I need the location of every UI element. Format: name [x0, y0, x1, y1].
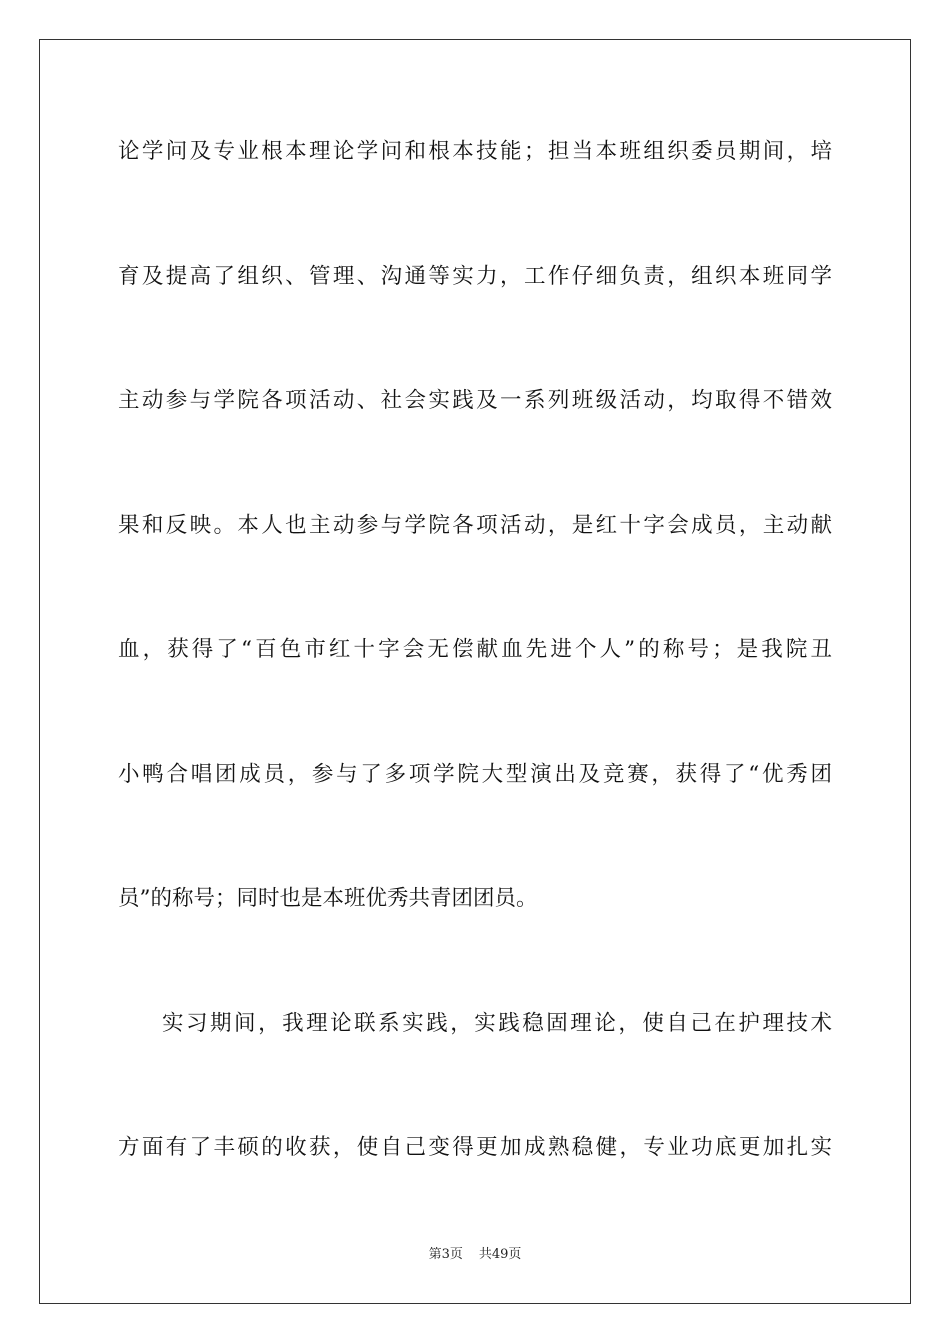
page-total: 共49页 — [478, 1247, 522, 1262]
text-line: 方面有了丰硕的收获，使自己变得更加成熟稳健，专业功底更加扎实 — [118, 1135, 832, 1160]
text-line: 主动参与学院各项活动、社会实践及一系列班级活动，均取得不错效 — [118, 388, 832, 413]
text-line: 育及提高了组织、管理、沟通等实力，工作仔细负责，组织本班同学 — [118, 264, 832, 289]
text-line: 果和反映。本人也主动参与学院各项活动，是红十字会成员，主动献 — [118, 513, 832, 538]
page-border — [39, 39, 911, 1304]
text-line: 员”的称号；同时也是本班优秀共青团团员。 — [118, 886, 538, 911]
page-footer — [0, 1246, 950, 1264]
text-line: 小鸭合唱团成员，参与了多项学院大型演出及竞赛，获得了“优秀团 — [118, 762, 832, 787]
text-line: 血，获得了“百色市红十字会无偿献血先进个人”的称号；是我院丑 — [118, 637, 832, 662]
paragraph-first-line: 实习期间，我理论联系实践，实践稳固理论，使自己在护理技术 — [162, 1011, 832, 1036]
page-number: 第3页 — [428, 1247, 463, 1262]
text-line: 论学问及专业根本理论学问和根本技能；担当本班组织委员期间，培 — [118, 139, 832, 164]
